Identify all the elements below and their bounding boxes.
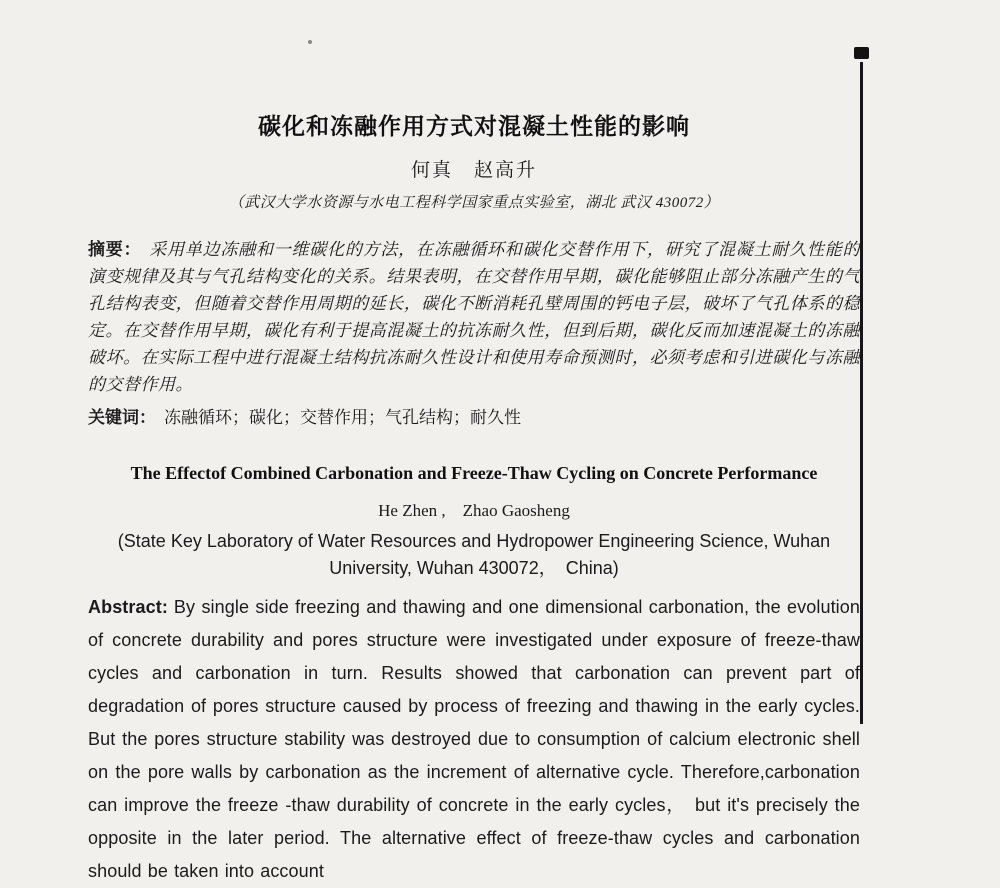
abstract-en-label: Abstract:: [88, 597, 168, 617]
keywords-zh-text: 冻融循环；碳化；交替作用；气孔结构；耐久性: [164, 408, 521, 427]
affiliation-en-line1: (State Key Laboratory of Water Resources and Hydropower Engineering Science, Wuhan: [117, 531, 831, 551]
authors-zh: 何真 赵高升: [410, 160, 537, 181]
affiliation-zh: （武汉大学水资源与水电工程科学国家重点实验室，湖北 武汉 430072）: [228, 195, 720, 211]
scan-speck: [308, 40, 312, 44]
scan-mark: [854, 47, 869, 59]
abstract-en: [88, 591, 860, 888]
scan-edge-line: [860, 62, 863, 724]
keywords-zh: [88, 404, 860, 431]
paper-title-en: The Effectof Combined Carbonation and Freeze-Thaw Cycling on Concrete Performance: [130, 463, 818, 483]
affiliation-en-line2: University, Wuhan 430072， China): [329, 558, 619, 578]
abstract-zh: [88, 236, 860, 398]
abstract-zh-text: 采用单边冻融和一维碳化的方法，在冻融循环和碳化交替作用下，研究了混凝土耐久性能的演变规律及其与气孔结构变化的关系。结果表明，在交替作用早期，碳化能够阻止部分冻融产生的气孔结构表变，但随着交替作用周期的延长，碳化不断消耗孔壁周围的钙电子层，破坏了气孔体系的稳定。在交替作用早期，碳化有利于提高混凝土的抗冻耐久性，但到后期，碳化反而加速混凝土的冻融破坏。在实际工程中进行混凝土结构抗冻耐久性设计和使用寿命预测时，必须考虑和引进碳化与冻融的交替作用。: [88, 240, 861, 394]
paper-title-zh: 碳化和冻融作用方式对混凝土性能的影响: [258, 113, 690, 139]
keywords-zh-label: 关键词：: [88, 408, 156, 427]
abstract-zh-label: 摘要：: [88, 240, 142, 259]
paper-page: [88, 0, 860, 888]
abstract-en-text: By single side freezing and thawing and one dimensional carbonation, the evolution of concrete durability and pores structure were investigated under exposure of freeze-thaw cycles and carbonation in turn. Results showed that carbonation can prevent part of degradation of pores structure caused by process of freezing and thawing in the early cycles. But the pores structure stability was destroyed due to consumption of calcium electronic shell on the pore walls by carbonation as the increment of alternative cycle. Therefore,carbonation can improve the freeze -thaw durability of concrete in the early cycles， but it's precisely the opposite in the later period. The alternative effect of freeze-thaw cycles and carbonation should be taken into account: [88, 597, 860, 881]
authors-en: He Zhen , Zhao Gaosheng: [378, 501, 570, 520]
